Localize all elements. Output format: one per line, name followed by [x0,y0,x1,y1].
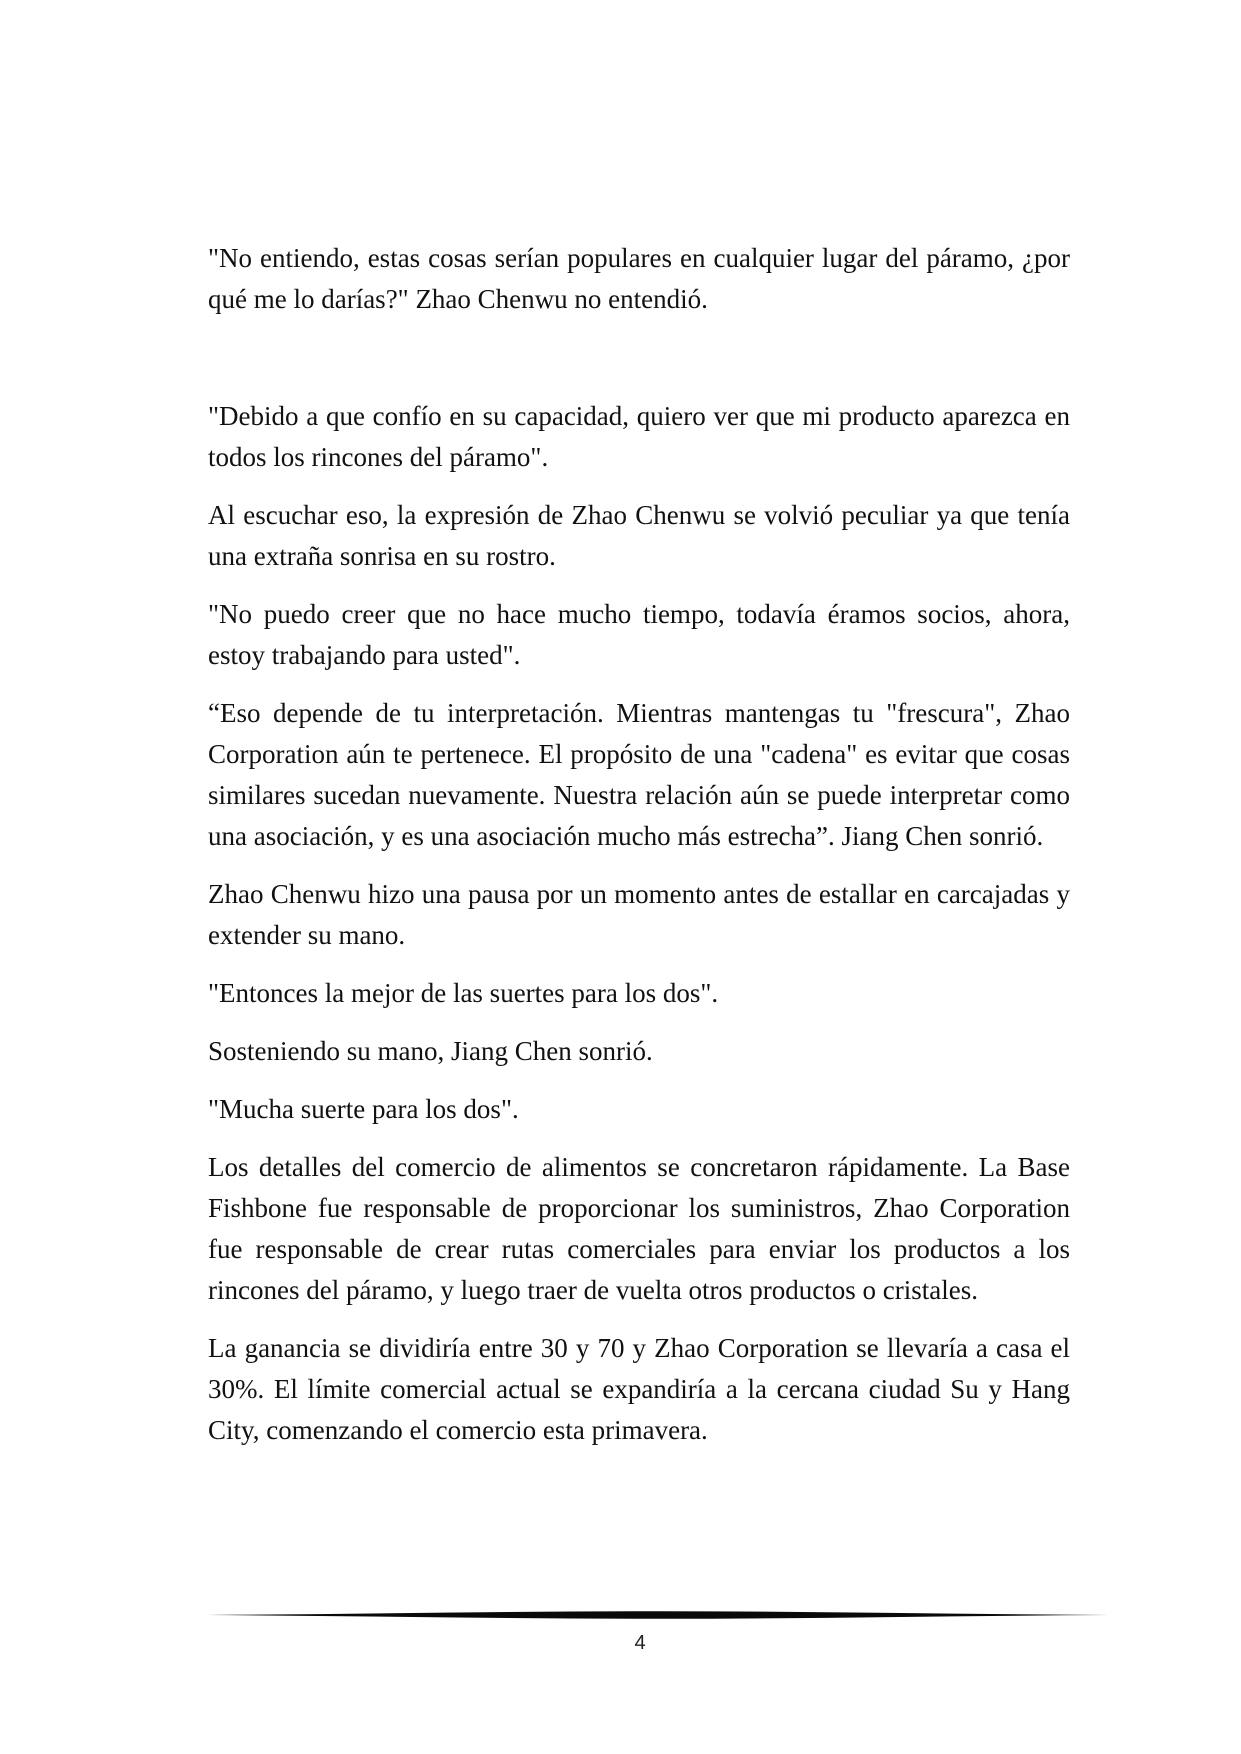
paragraph: Zhao Chenwu hizo una pausa por un momento antes de estallar en carcajadas y extender su mano. [208,879,1070,950]
paragraph: "No entiendo, estas cosas serían populares en cualquier lugar del páramo, ¿por qué me lo darías?" Zhao Chenwu no entendió. [208,243,1070,314]
paragraph: “Eso depende de tu interpretación. Mientras mantengas tu "frescura", Zhao Corporation aún te pertenece. El propósito de una "cadena" es evitar que cosas similares sucedan nuevamente. Nuestra relación aún se puede interpretar como una asociación, y es una asociación mucho más estrecha”. Jiang Chen sonrió. [208,698,1070,851]
paragraph: "Entonces la mejor de las suertes para los dos". [208,978,719,1008]
paragraph: Los detalles del comercio de alimentos se concretaron rápidamente. La Base Fishbone fue responsable de proporcionar los suministros, Zhao Corporation fue responsable de crear rutas comerciales para enviar los productos a los rincones del páramo, y luego traer de vuelta otros productos o cristales. [208,1152,1070,1305]
paragraph: La ganancia se dividiría entre 30 y 70 y Zhao Corporation se llevaría a casa el 30%. El límite comercial actual se expandiría a la cercana ciudad Su y Hang City, comenzando el comercio esta primavera. [208,1333,1070,1445]
page-number: 4 [634,1632,646,1654]
paragraph: Al escuchar eso, la expresión de Zhao Chenwu se volvió peculiar ya que tenía una extraña sonrisa en su rostro. [208,500,1070,571]
paragraph: "Debido a que confío en su capacidad, quiero ver que mi producto aparezca en todos los rincones del páramo". [208,401,1070,472]
paragraph: "Mucha suerte para los dos". [208,1094,519,1124]
footer-divider [207,1608,1109,1622]
paragraph: Sosteniendo su mano, Jiang Chen sonrió. [208,1036,653,1066]
paragraph: "No puedo creer que no hace mucho tiempo, todavía éramos socios, ahora, estoy trabajando para usted". [208,599,1070,670]
body-text [208,238,1070,1468]
